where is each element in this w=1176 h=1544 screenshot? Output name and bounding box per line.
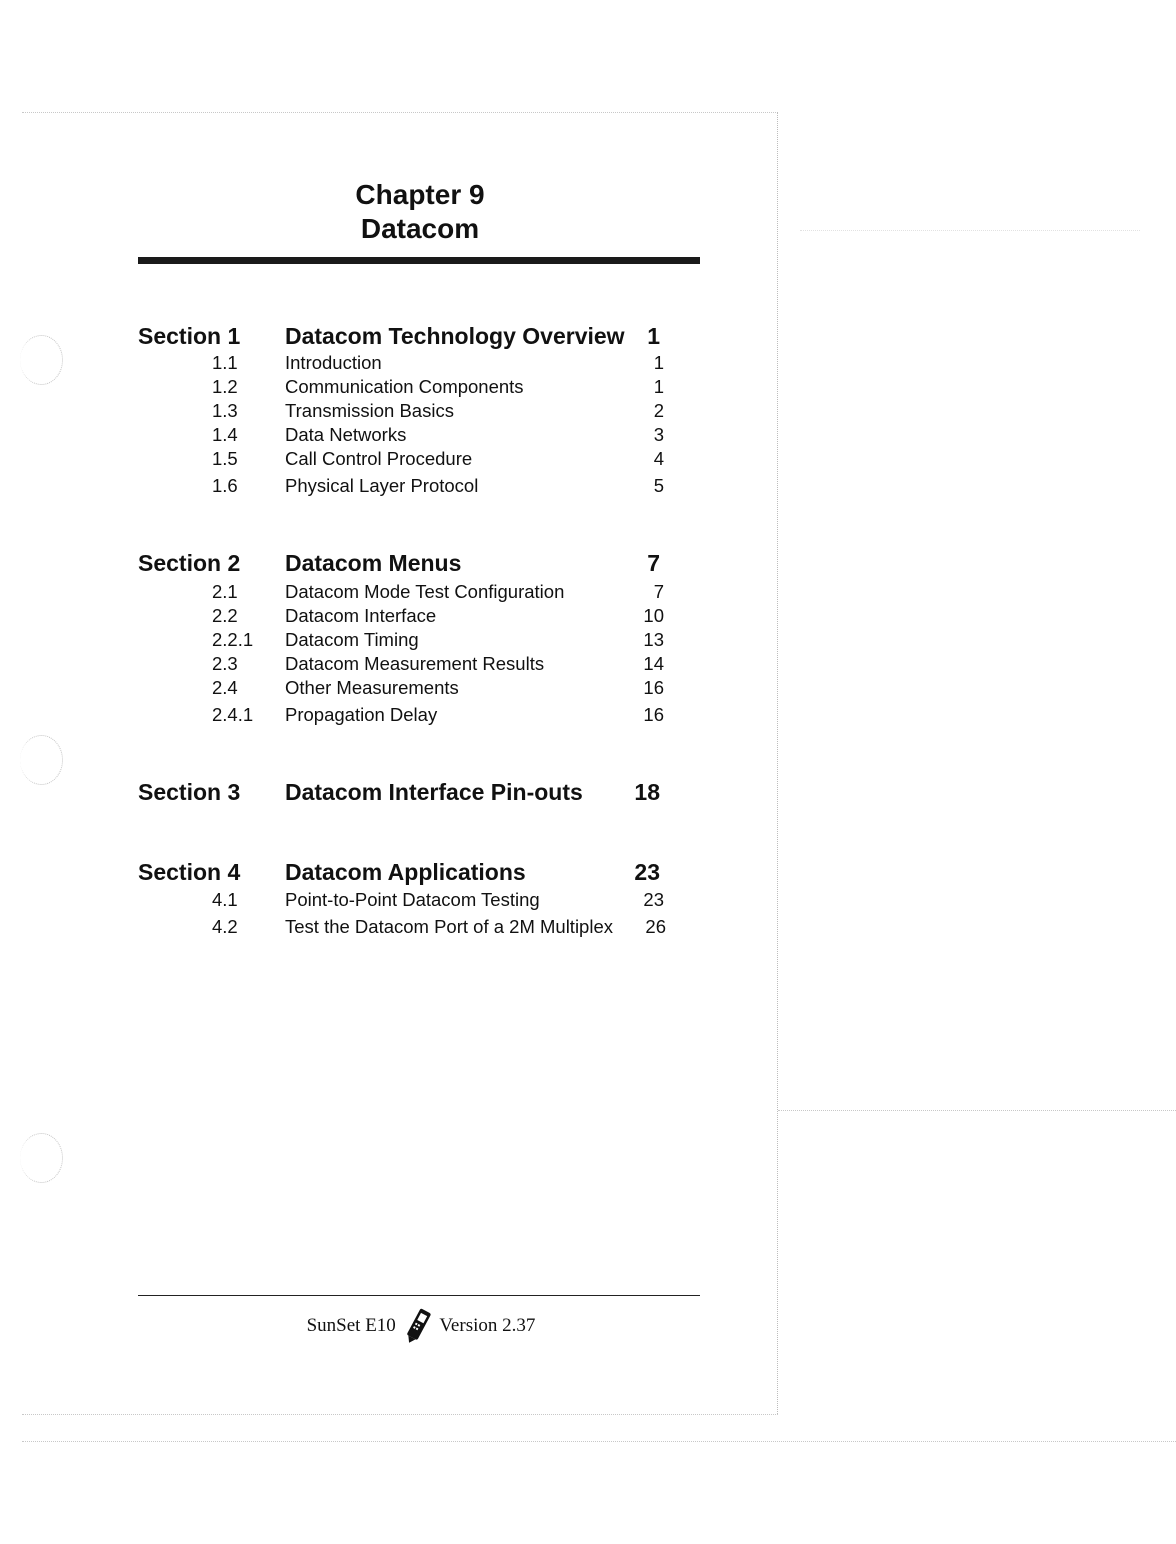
section-4-heading[interactable] — [138, 859, 678, 889]
toc-entry[interactable] — [138, 704, 678, 728]
entry-number: 2.3 — [212, 653, 238, 674]
entry-page: 10 — [643, 605, 664, 626]
entry-page: 16 — [643, 677, 664, 698]
entry-title: Introduction — [285, 352, 382, 373]
toc-entry[interactable] — [138, 916, 678, 940]
chapter-heading — [140, 178, 700, 246]
entry-page: 5 — [653, 475, 664, 496]
entry-number: 2.4.1 — [212, 704, 254, 725]
entry-title: Test the Datacom Port of a 2M Multiplex — [285, 916, 613, 937]
entry-title: Physical Layer Protocol — [285, 475, 479, 496]
entry-title: Other Measurements — [285, 677, 459, 698]
entry-title: Transmission Basics — [285, 400, 454, 421]
toc-entry[interactable] — [138, 352, 678, 376]
entry-page: 26 — [645, 916, 666, 937]
toc-entry[interactable] — [138, 376, 678, 400]
entry-page: 7 — [653, 581, 664, 602]
entry-number: 2.2.1 — [212, 629, 254, 650]
entry-page: 1 — [653, 352, 664, 373]
section-1-heading[interactable] — [138, 323, 678, 353]
section-label: Section 4 — [138, 859, 241, 885]
scan-edge-top — [22, 112, 778, 113]
chapter-title: Datacom — [360, 213, 480, 244]
toc-entry[interactable] — [138, 424, 678, 448]
entry-number: 2.1 — [212, 581, 238, 602]
punch-hole-2 — [20, 735, 63, 785]
section-page: 7 — [647, 550, 660, 576]
scan-edge-lower — [22, 1441, 1176, 1442]
section-page: 18 — [634, 779, 660, 805]
section-label: Section 2 — [138, 550, 241, 576]
entry-number: 1.2 — [212, 376, 238, 397]
entry-title: Propagation Delay — [285, 704, 438, 725]
entry-title: Communication Components — [285, 376, 524, 397]
entry-page: 2 — [653, 400, 664, 421]
page-footer — [140, 1306, 702, 1346]
heading-rule — [138, 257, 700, 264]
scan-edge-right — [777, 112, 778, 1414]
section-label: Section 1 — [138, 323, 241, 349]
entry-page: 23 — [643, 889, 664, 910]
entry-page: 13 — [643, 629, 664, 650]
toc-entry[interactable] — [138, 475, 678, 499]
chapter-number: Chapter 9 — [355, 179, 485, 210]
section-label: Section 3 — [138, 779, 241, 805]
section-2-heading[interactable] — [138, 550, 678, 580]
section-page: 1 — [647, 323, 660, 349]
entry-number: 1.5 — [212, 448, 238, 469]
entry-number: 1.6 — [212, 475, 238, 496]
scan-edge-bottom — [22, 1414, 778, 1415]
section-title: Datacom Menus — [285, 550, 462, 576]
section-3-heading[interactable] — [138, 779, 678, 809]
entry-number: 1.4 — [212, 424, 238, 445]
toc-entry[interactable] — [138, 677, 678, 701]
toc-entry[interactable] — [138, 629, 678, 653]
entry-title: Datacom Mode Test Configuration — [285, 581, 565, 602]
footer-rule — [138, 1295, 700, 1296]
entry-number: 2.2 — [212, 605, 238, 626]
toc-entry[interactable] — [138, 889, 678, 913]
entry-title: Point-to-Point Datacom Testing — [285, 889, 540, 910]
section-title: Datacom Technology Overview — [285, 323, 625, 349]
entry-page: 16 — [643, 704, 664, 725]
punch-hole-3 — [20, 1133, 63, 1183]
entry-title: Datacom Interface — [285, 605, 437, 626]
toc-entry[interactable] — [138, 448, 678, 472]
entry-number: 4.1 — [212, 889, 238, 910]
entry-title: Call Control Procedure — [285, 448, 473, 469]
entry-title: Datacom Timing — [285, 629, 419, 650]
footer-product: SunSet E10 — [306, 1315, 396, 1336]
entry-page: 14 — [643, 653, 664, 674]
section-title: Datacom Interface Pin-outs — [285, 779, 583, 805]
entry-number: 1.1 — [212, 352, 238, 373]
handset-icon — [405, 1306, 431, 1346]
entry-number: 2.4 — [212, 677, 238, 698]
footer-version: Version 2.37 — [439, 1315, 536, 1336]
scan-edge-mid-right — [778, 1110, 1176, 1111]
toc-entry[interactable] — [138, 653, 678, 677]
scan-edge-upper-right — [800, 230, 1140, 231]
toc-entry[interactable] — [138, 581, 678, 605]
entry-title: Datacom Measurement Results — [285, 653, 545, 674]
section-page: 23 — [634, 859, 660, 885]
toc-entry[interactable] — [138, 605, 678, 629]
entry-number: 1.3 — [212, 400, 238, 421]
toc-entry[interactable] — [138, 400, 678, 424]
entry-title: Data Networks — [285, 424, 407, 445]
entry-number: 4.2 — [212, 916, 238, 937]
entry-page: 3 — [653, 424, 664, 445]
punch-hole-1 — [20, 335, 63, 385]
entry-page: 1 — [653, 376, 664, 397]
section-title: Datacom Applications — [285, 859, 526, 885]
entry-page: 4 — [653, 448, 664, 469]
